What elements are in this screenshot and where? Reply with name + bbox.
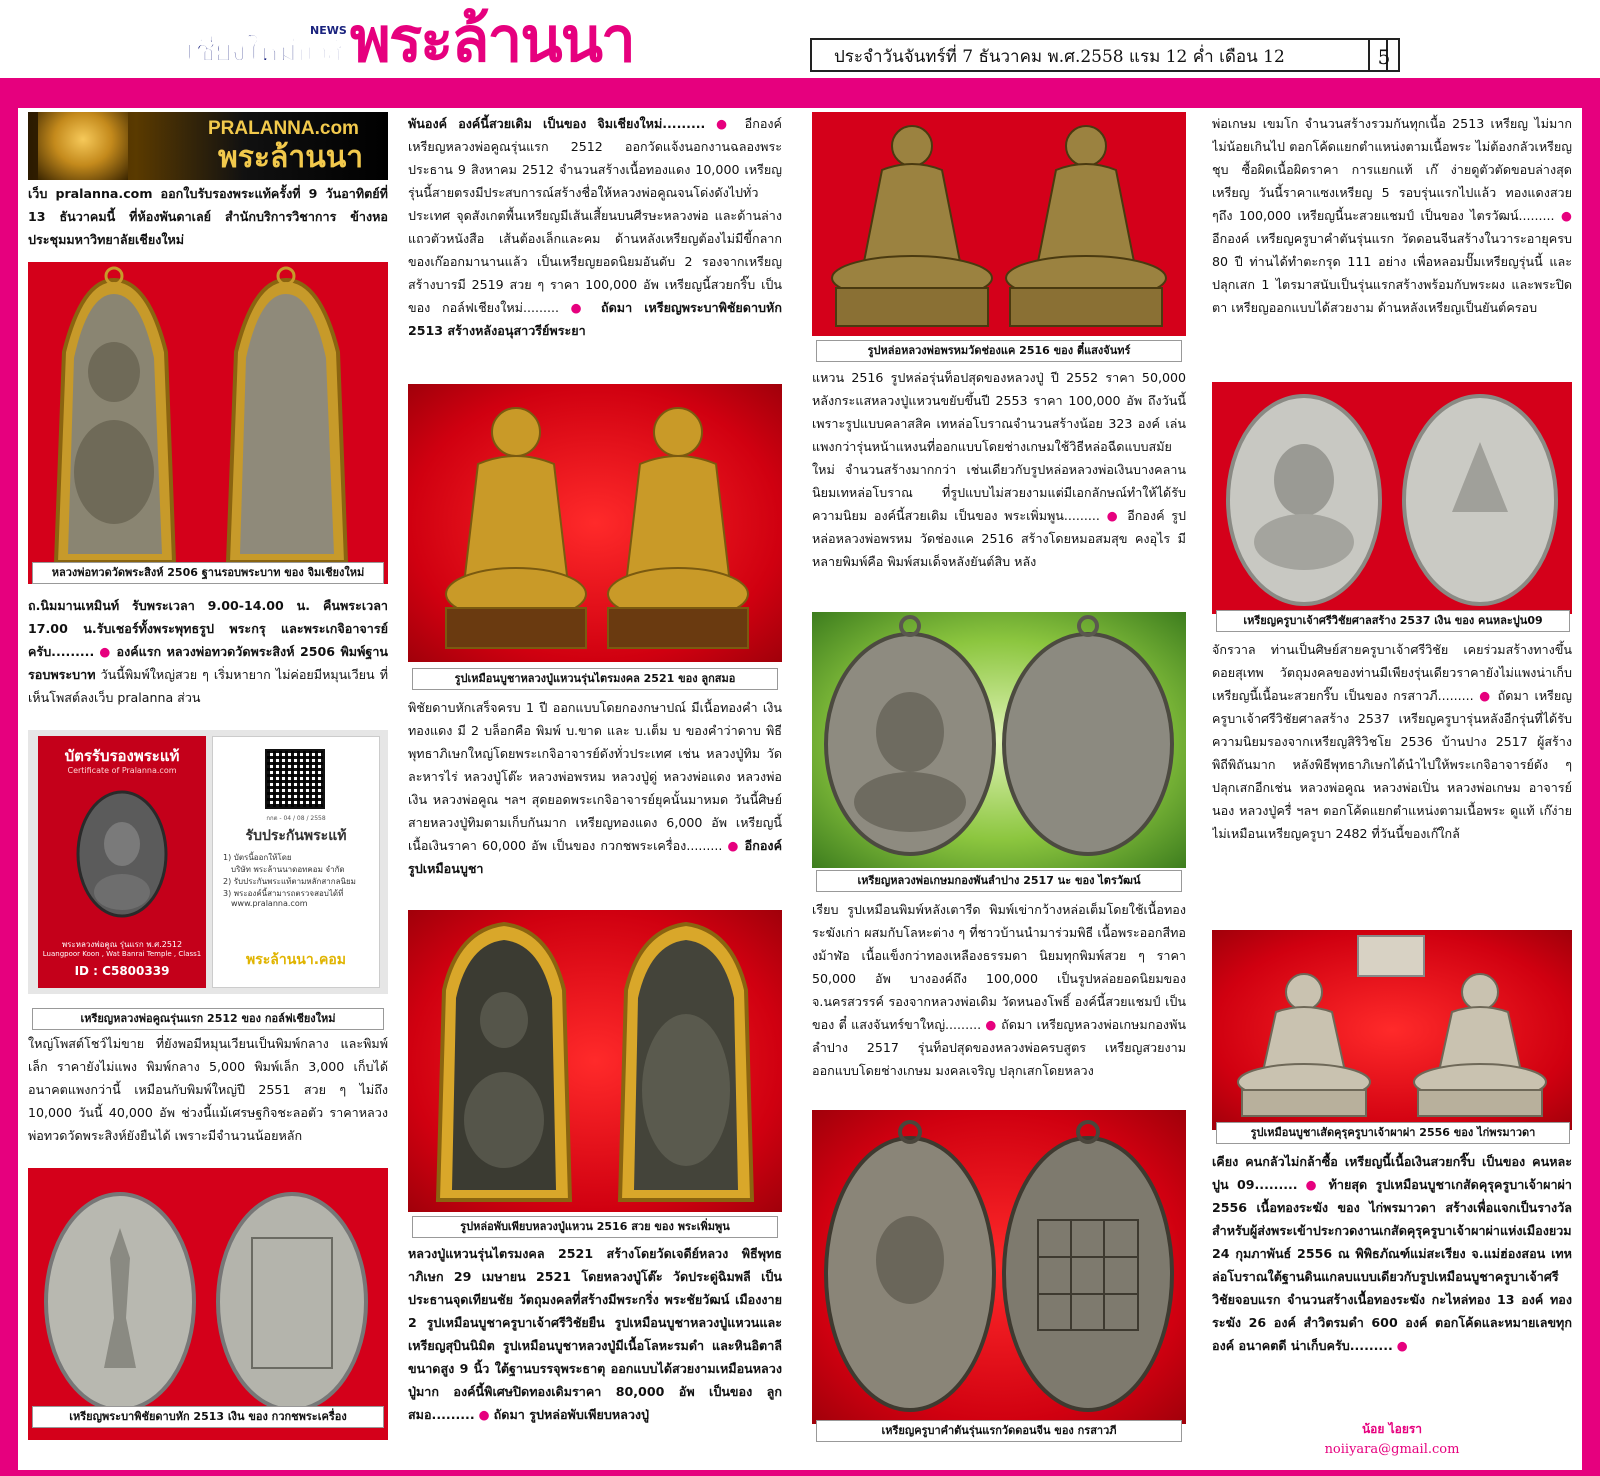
col2-p1a: พันองค์ องค์นี้สวยเดิม เป็นของ จิมเชียงใหม่......... [408, 116, 706, 131]
brand-pralanna-logo: พระล้านนา [350, 3, 634, 76]
golden-statue-pair-image [408, 384, 782, 662]
bullet-dot-icon: ● [99, 644, 112, 659]
col3-p1a: แหวน 2516 รูปหล่อรุ่นท็อปสุดของหลวงปู่ ปี 2552 ราคา 50,000 หลังกระแสหลวงปู่แหวนขยับขึ้นปี 2553 ราคา 100,000 อัพ ถึงวันนี้เพราะรูปแบบคลาสสิค เทหล่อโบราณจำนวนสร้างน้อย 323 องค์ เล่นแพงกว่ารุ่นหน้าแหงนที่ออกแบบโดยช่างเกษมใช้วิธีหล่อฉีดแบบสมัยใหม่ จำนวนสร้างมากกว่า เช่นเดียวกับรูปหล่อหลวงพ่อเงินบางคลานนิยมเทหล่อโบราณ ที่รูปแบบไม่สวยงามแต่มีเอกลักษณ์ทำให้ได้รับความนิยม องค์นี้สวยเดิม เป็นของ พระเพิ่มพูน......... [812, 370, 1186, 523]
col2-p2a: พิชัยดาบหักเสร็จครบ 1 ปี ออกแบบโดยกองกษาปณ์ มีเนื้อทองคำ เงิน ทองแดง มี 2 บล็อกคือ พิมพ์ บ.ขาด และ บ.เต็ม บ ของคำว่าดาบ พิธีพุทธาภิเษกใหญ่โดยพระเกจิอาจารย์ดังทั่วประเทศ เช่น หลวงปู่ทิม วัดละหารไร่ หลวงปู่โต๊ะ หลวงพ่อพรหม หลวงปู่ดู่ หลวงพ่อแดง หลวงพ่อเงิน หลวงพ่อคูณ ฯลฯ สุดยอดพระเกจิอาจารย์ยุคนั้นมาหมด วันนี้ศิษย์สายหลวงปู่ทิมตามเก็บกันมาก เหรียญทองแดง 6,000 อัพ เหรียญนี้เนื้อเงินราคา 60,000 อัพ เป็นของ กวกชพระเครื่อง......... [408, 700, 782, 853]
bullet-dot-icon: ● [1396, 1338, 1408, 1353]
photo-luangpu-waen-pabpiab [408, 910, 782, 1212]
col1-paragraph-3: ใหญ่โพสต์โชว์ไม่ขาย ที่ยังพอมีหมุนเวียนเป็นพิมพ์กลาง และพิมพ์เล็ก ราคายังไม่แพง พิมพ์กลาง 5,000 พิมพ์เล็ก 3,000 เก็บได้อนาคตแพงกว่านี้ เหมือนกับพิมพ์ใหญ่ปี 2551 สวย ๆ ไม่ถึง 10,000 วันนี้ 40,000 อัพ ช่วงนี้แม้เศรษฐกิจชะลอตัว ราคาหลวงพ่อทวดวัดพระสิงห์ยังยืนได้ เพราะมีจำนวนน้อยหลัก [28, 1036, 388, 1143]
cert-right-url: www.pralanna.com [231, 899, 308, 908]
cert-right-2: 2) รับประกันพระแท้ตามหลักสากลนิยม [223, 877, 356, 886]
amulet-pair-image [28, 262, 388, 584]
bullet-dot-icon: ● [1106, 508, 1121, 523]
photo-kruba-kamtan-coin [812, 1110, 1186, 1424]
col3-p2b: ถัดมา เหรียญหลวงพ่อเกษมกองพันลำปาง 2517 รุ่นท็อปสุดของหลวงพ่อครบสูตร เหรียญสวยงามออกแบบโดยช่างเกษม มงคลเจริญ ปลุกเสกโดยหลวง [812, 1017, 1186, 1078]
caption-kruba-kamtan: เหรียญครูบาคำตันรุ่นแรกวัดดอนจีน ของ กรสาวภี [816, 1420, 1182, 1442]
cert-right-3: 3) พระองค์นี้สามารถตรวจสอบได้ที่ [223, 889, 344, 898]
masthead [0, 0, 1600, 80]
caption-luangpu-waen-pabpiab: รูปหล่อพับเพียบหลวงปู่แหวน 2516 สวย ของ พระเพิ่มพูน [412, 1216, 778, 1238]
certificate-ad [28, 730, 388, 994]
silver-statue-pair-image [1212, 930, 1572, 1130]
sriwichai-coin-pair-image [1212, 382, 1572, 614]
col2-paragraph-2 [408, 696, 782, 896]
brand-chiangmai-logo: เชียงใหม่นิวส์ [186, 34, 342, 69]
banner-pralanna [28, 112, 388, 180]
kasem-coin-pair-image [812, 612, 1186, 868]
col4-p2b: ถัดมา เหรียญครูบาเจ้าศรีวิชัยศาลสร้าง 2537 เหรียญครูบารุ่นหลังอีกรุ่นที่ได้รับความนิยมรองจากเหรียญสิริวิชโย 2536 บ้านปาง 2517 ผู้สร้างพิถีพิถันมาก หลังพิธีพุทธาภิเษกได้นำไปให้พระเกจิอาจารย์ดัง ๆ ปลุกเสกอีกเช่น หลวงพ่อคูณ หลวงพ่อเปิ่น หลวงพ่อเกษม อาจารย์นอง หลวงปู่ครื่ ฯลฯ ตอกโค้ดแยกตำแหน่งตามเนื้อพระ ดูแท้ เก๊ง่าย ไม่เหมือนเหรียญครูบา 2482 ที่วันนี้ของเก๊ใกล้ [1212, 688, 1572, 841]
cert-coin-image [72, 782, 172, 922]
pichai-coin-pair-image [28, 1168, 388, 1440]
photo-kruba-phaphar-statue [1212, 930, 1572, 1130]
bullet-dot-icon: ● [1305, 1177, 1321, 1192]
cert-right-1b: บริษัท พระล้านนาดอทคอม จำกัด [231, 865, 345, 874]
col4-p1b: อีกองค์ เหรียญครูบาคำตันรุ่นแรก วัดดอนจีนสร้างในวาระอายุครบ 80 ปี ท่านได้ทำตะกรุด 111 อย่าง เพื่อหลอมปั๊มเหรียญรุ่นนี้ และปลุกเสก 1 ไตรมาสนับเป็นรุ่นแรกสร้างพร้อมกับพระผง และพระปิดตา เหรียญออกแบบได้สวยงาม ด้านหลังเหรียญเป็นยันต์ครอบ [1212, 231, 1572, 315]
col4-p3b: ท้ายสุด รูปเหมือนบูชาเกสัดคุรุครูบาเจ้าผาผ่า 2556 เนื้อทองระฆัง ของ ไก่พรมาวดา สร้างเพื่อแจกเป็นรางวัลสำหรับผู้ส่งพระเข้าประกวดงานเกสัดคุรุครูบาเจ้าผาผ่าแห่งเมืองยวม 24 กุมภาพันธ์ 2556 ณ พิพิธภัณฑ์แม่สะเรียง จ.แม่ฮ่องสอน เทหล่อโบราณใต้ฐานดินแกลบแบบเดียวกับรูปเหมือนบูชาครูบาเจ้าศรีวิชัยจอบแรก จำนวนสร้างเนื้อทองระฆัง กะไหล่ทอง 13 องค์ ทองระฆัง 26 องค์ สำวิตรมดำ 600 องค์ ตอกโค้ดและหมายเลขทุกองค์ อนาคตดี น่าเก็บครับ......... [1212, 1177, 1572, 1353]
col4-paragraph-3 [1212, 1150, 1572, 1418]
col2-p3b: ถัดมา รูปหล่อพับเพียบหลวงปู่ [493, 1407, 650, 1422]
caption-luangpor-tuad: หลวงพ่อทวดวัดพระสิงห์ 2506 ฐานรอบพระบาท ของ จิมเชียงใหม่ [32, 562, 384, 584]
col4-p2a: จักรวาล ท่านเป็นศิษย์สายครูบาเจ้าศรีวิชัย เคยร่วมสร้างทางขึ้นดอยสุเทพ วัตถุมงคลของท่านมีเพียงรุ่นเดียวราคายังไม่แพงน่าเก็บ เหรียญนี้เนื้อนะสวยกริ๊บ เป็นของ กรสาวภี......... [1212, 642, 1572, 703]
photo-luangpor-kasem-coin [812, 612, 1186, 868]
col3-p2a: เรียบ รูปเหมือนพิมพ์หลังเตารีด พิมพ์เข่ากว้างหล่อเต็มโดยใช้เนื้อทองระฆังเก่า ผสมกับโลหะต่าง ๆ ที่ชาวบ้านนำมาร่วมพิธี เนื้อพระออกสีทองม้าฬ่อ เนื้อแข็งกว่าทองเหลืองธรรมดา นิยมทุกพิมพ์สวย ๆ ราคา 50,000 อัพ บางองค์ถึง 100,000 เป็นรูปหล่อยอดนิยมของ จ.นครสวรรค์ รองจากหลวงพ่อเดิม วัดหนองโพธิ์ องค์นี้สวยแชมป์ เป็นของ ตี๋ แสงจันทร์ขาใหญ่......... [812, 902, 1186, 1032]
bullet-dot-icon: ● [570, 300, 590, 315]
col2-p1b: อีกองค์ เหรียญหลวงพ่อคูณรุ่นแรก 2512 ออกวัดแจ้งนอกงานฉลองพระประธาน 9 สิงหาคม 2512 จำนวนสร้างเนื้อทองแดง 10,000 เหรียญ รุ่นนี้สายตรงมีประสบการณ์สร้างชื่อให้หลวงพ่อคูณจนโด่งดังไปทั่วประเทศ จุดสังเกตพื้นเหรียญมีเส้นเสี้ยนบนศีรษะหลวงพ่อ และด้านล่างแถวตัวหนังสือ เส้นต้องเล็กและคม ด้านหลังเหรียญต้องไม่มีขี้กลาก ของเก๊ออกมานานแล้ว เป็นเหรียญยอดนิยมอันดับ 2 รองจากเหรียญสร้างบารมี 2519 สวย ๆ ราคา 100,000 อัพ เหรียญนี้สวยกริ๊บ เป็นของ กอล์ฟเชียงใหม่......... [408, 116, 782, 315]
buddha-statue-image [38, 112, 128, 180]
col4-p3a: เคียง คนกลัวไม่กล้าซื้อ เหรียญนี้เนื้อเงินสวยกริ๊บ เป็นของ คนหละปูน 09......... [1212, 1154, 1572, 1192]
cert-right-1: 1) บัตรนี้ออกให้โดย [223, 853, 292, 862]
qr-code-icon [265, 749, 325, 809]
caption-pichai-coin: เหรียญพระบาพิชัยดาบหัก 2513 เงิน ของ กวกชพระเครื่อง [32, 1406, 384, 1428]
bullet-dot-icon: ● [478, 1407, 490, 1422]
cert-title-en: Certificate of Pralanna.com [67, 766, 177, 775]
col3-p1b: อีกองค์ รูปหล่อหลวงพ่อพรหม วัดช่องแค 2516 สร้างโดยหมอสมสุข คงอุไร มีหลายพิมพ์คือ พิมพ์สมเด็จหลังยันต์สิบ หลัง [812, 508, 1186, 569]
col1-p2a: ถ.นิมมานเหมินท์ รับพระเวลา 9.00-14.00 น. คืนพระเวลา 17.00 น.รับเชอร์ทั้งพระพุทธรูป พระกรุ และพระเกจิอาจารย์ครับ......... [28, 598, 388, 659]
bullet-dot-icon: ● [1561, 208, 1572, 223]
col1-p2c: วันนี้พิมพ์ใหญ่สวย ๆ เริ่มหายาก ไม่ค่อยมีหมุนเวียน ที่เห็นโพสต์ลงเว็บ pralanna ส่วน [28, 667, 388, 705]
framed-amulet-pair-image [408, 910, 782, 1212]
certificate-front-card [38, 736, 206, 988]
col3-paragraph-1 [812, 366, 1186, 602]
certificate-back-card [212, 736, 380, 988]
date-line: ประจำวันจันทร์ที่ 7 ธันวาคม พ.ศ.2558 แรม 12 ค่ำ เดือน 12 [810, 38, 1388, 72]
bullet-dot-icon: ● [1479, 688, 1492, 703]
caption-kruba-sriwichai: เหรียญครูบาเจ้าศรีวิชัยศาลสร้าง 2537 เงิน ของ คนหละปูน09 [1216, 610, 1570, 632]
banner-site: PRALANNA.com [208, 118, 359, 139]
col3-paragraph-2 [812, 898, 1186, 1104]
col2-p2b: อีกองค์ รูปเหมือนบูชา [408, 838, 782, 876]
col4-paragraph-2 [1212, 638, 1572, 934]
col1-paragraph-2 [28, 594, 388, 724]
cert-caption-en: Luangpoor Koon , Wat Banrai Temple , Class1 [42, 950, 202, 958]
brand-news-tag: NEWS [310, 24, 347, 37]
col2-p1c: ถัดมา เหรียญพระบาพิชัยดาบหัก 2513 สร้างหลังอนุสาวรีย์พระยา [408, 300, 782, 338]
caption-luangpor-koon: เหรียญหลวงพ่อคูณรุ่นแรก 2512 ของ กอล์ฟเชียงใหม่ [32, 1008, 384, 1030]
banner-title: พระล้านนา [218, 140, 364, 175]
caption-luangpor-prom: รูปหล่อหลวงพ่อพรหมวัดช่องแค 2516 ของ ตี๋แสงจันทร์ [816, 340, 1182, 362]
photo-luangpor-prom-statue [812, 112, 1186, 336]
bullet-dot-icon: ● [985, 1017, 997, 1032]
bronze-statue-pair-image [812, 112, 1186, 336]
bullet-dot-icon: ● [716, 116, 734, 131]
caption-kruba-phaphar: รูปเหมือนบูชาเสัดคุรุครูบาเจ้าผาผ่า 2556 ของ ไก่พรมาวดา [1216, 1122, 1570, 1144]
photo-kruba-sriwichai-coin [1212, 382, 1572, 614]
cert-right-title: รับประกันพระแท้ [245, 828, 347, 844]
kamtan-coin-pair-image [812, 1110, 1186, 1424]
bullet-dot-icon: ● [727, 838, 740, 853]
cert-right-brand: พระล้านนา.คอม [245, 952, 347, 968]
photo-pichai-coin [28, 1168, 388, 1440]
cert-caption: พระหลวงพ่อคูณ รุ่นแรก พ.ศ.2512 [61, 940, 183, 949]
col2-paragraph-3 [408, 1242, 782, 1466]
caption-luangpor-kasem: เหรียญหลวงพ่อเกษมกองพันลำปาง 2517 นะ ของ ไตรวัฒน์ [816, 870, 1182, 892]
cert-title-th: บัตรรับรองพระแท้ [64, 747, 180, 765]
col4-p1a: พ่อเกษม เขมโก จำนวนสร้างรวมกันทุกเนื้อ 2513 เหรียญ ไม่มากไม่น้อยเกินไป ตอกโค้ดแยกตำแหน่งตามเนื้อพระ ไม่ต้องกลัวเหรียญชุบ ซื้อผิดเนื้อผิดราคา การแยกแท้ เก๊ ง่ายดูตัวตัดขอบล่างสุดเหรียญ วันนี้ราคาแซงเหรียญ 5 รอบรุ่นแรกไปแล้ว ทองแดงสวย ๆถึง 100,000 เหรียญนี้นะสวยแชมป์ เป็นของ ไตรวัฒน์......... [1212, 116, 1572, 223]
col1-paragraph-1: เว็บ pralanna.com ออกใบรับรองพระแท้ครั้งที่ 9 วันอาทิตย์ที่ 13 ธันวาคมนี้ ที่ห้องพันดาเลย์ สำนักบริการวิชาการ ข้างหอประชุมมหาวิทยาลัยเชียงใหม่ [28, 186, 388, 247]
page-number: 5 [1368, 38, 1400, 72]
cert-date: กกต - 04 / 08 / 2558 [266, 815, 326, 822]
col2-p3a: หลวงปู่แหวนรุ่นไตรมงคล 2521 สร้างโดยวัดเจดีย์หลวง พิธีพุทธาภิเษก 29 เมษายน 2521 โดยหลวงปู่โต๊ะ วัดประดู่ฉิมพลี เป็นประธานจุดเทียนชัย วัตถุมงคลที่สร้างมีพระกริ่ง พระชัยวัฒน์ เมืองงาย 2 รูปเหมือนบูชาครูบาเจ้าศรีวิชัยยืน รูปเหมือนบูชาหลวงปู่แหวนและเหรียญสุบินนิมิต รูปเหมือนบูชาหลวงปู่มีเนื้อโลหะรมดำ และหินอิตาลี ขนาดสูง 9 นิ้ว ใต้ฐานบรรจุพระธาตุ ออกแบบได้สวยงามเหมือนหลวงปู่มาก องค์นี้พิเศษปิดทองเดิมราคา 80,000 อัพ เป็นของ ลูกสมอ......... [408, 1246, 782, 1422]
col2-paragraph-1 [408, 112, 782, 378]
cert-id: ID : C5800339 [74, 964, 170, 978]
author-email[interactable]: noiiyara@gmail.com [1324, 1442, 1460, 1457]
caption-luangpu-waen-statue: รูปเหมือนบูชาหลวงปู่แหวนรุ่นไตรมงคล 2521 ของ ลูกสมอ [412, 668, 778, 690]
col4-paragraph-1 [1212, 112, 1572, 378]
photo-luangpor-tuad [28, 262, 388, 584]
col1-p2b: องค์แรก หลวงพ่อทวดวัดพระสิงห์ 2506 พิมพ์ฐานรอบพระบาท [28, 644, 388, 682]
author-name: น้อย ไอยรา [1361, 1422, 1423, 1436]
photo-luangpu-waen-statue [408, 384, 782, 662]
